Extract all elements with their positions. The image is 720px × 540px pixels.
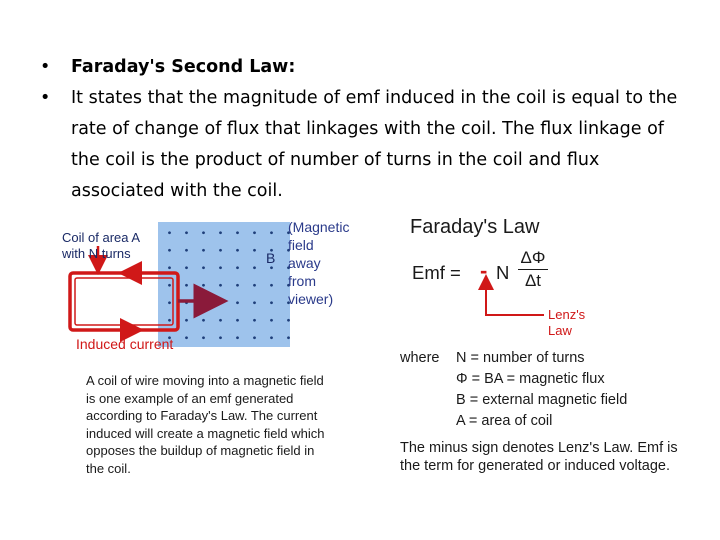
b-label: B	[266, 250, 276, 266]
law-heading: Faraday's Second Law:	[71, 57, 296, 77]
lenz-label-line1: Lenz's	[548, 307, 586, 322]
minus-sign: -	[480, 258, 488, 283]
coil-label-line1: Coil of area A	[62, 230, 141, 245]
faraday-law-title: Faraday's Law	[410, 216, 540, 238]
definition-list	[456, 348, 627, 432]
field-note-line1: (Magnetic	[288, 219, 350, 235]
coil-loop-outer	[70, 273, 178, 330]
fraction-numerator: ΔΦ	[520, 248, 546, 267]
lenz-pointer	[470, 268, 560, 328]
turns-symbol: N	[496, 262, 510, 283]
def-n: N = number of turns	[456, 350, 585, 366]
coil-label	[62, 230, 140, 262]
lenz-label	[548, 307, 585, 339]
diagram-caption: A coil of wire moving into a magnetic field is one example of an emf generated according to Faraday's Law. The current induced will create a magnetic field which opposes the buildup of magnetic field in the coil.	[86, 373, 325, 476]
induced-current-label: Induced current	[76, 336, 174, 352]
coil-diagram	[52, 210, 350, 360]
lenz-arrow	[486, 278, 544, 315]
minus-sign-note: The minus sign denotes Lenz's Law. Emf is the term for generated or induced voltage.	[400, 440, 678, 474]
bullet-body: • It states that the magnitude of emf induced in the coil is equal to the rate of change of flux that linkages with the coil. The flux linkage of the coil is the product of number of turns in the coil and flux associated with the coil.	[40, 83, 690, 207]
bullet-list	[40, 52, 690, 207]
emf-lhs: Emf =	[412, 262, 461, 283]
field-note-line3: from viewer)	[288, 273, 334, 307]
field-note-line2: field away	[288, 237, 321, 271]
fraction-denominator: Δt	[524, 271, 542, 290]
def-b: B = external magnetic field	[456, 392, 628, 408]
bullet-heading	[40, 52, 690, 83]
coil-loop-inner	[75, 278, 173, 325]
def-flux: Φ = BA = magnetic flux	[456, 371, 605, 387]
coil-label-line2: with N turns	[62, 246, 131, 261]
lenz-label-line2: Law	[548, 323, 572, 338]
def-a: A = area of coil	[456, 413, 553, 429]
field-direction-note	[288, 218, 349, 308]
where-label: where	[400, 350, 440, 366]
